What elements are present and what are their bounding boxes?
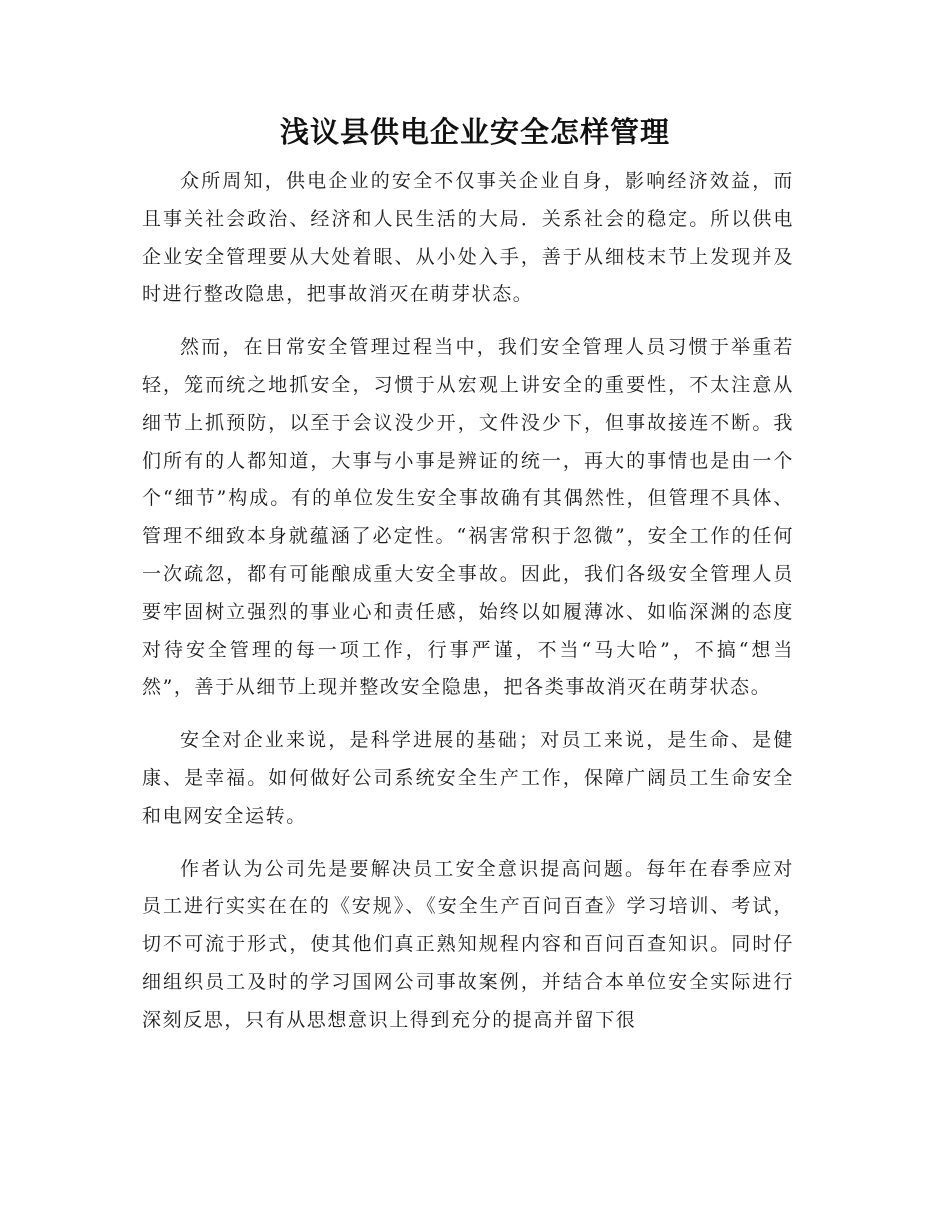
paragraph-4: 作者认为公司先是要解决员工安全意识提高问题。每年在春季应对员工进行实实在在的《安规》、《安全生产百问百查》学习培训、考试，切不可流于形式，使其他们真正熟知规程内容和百问百查知识。同时仔细组织员工及时的学习国网公司事故案例，并结合本单位安全实际进行深刻反思，只有从思想意识上得到充分的提高并留下很 (142, 857, 794, 1031)
document-body (142, 163, 794, 1055)
document-title: 浅议县供电企业安全怎样管理 (279, 115, 670, 149)
paragraph-2: 然而，在日常安全管理过程当中，我们安全管理人员习惯于举重若轻，笼而统之地抓安全，习惯于从宏观上讲安全的重要性，不太注意从细节上抓预防，以至于会议没少开，文件没少下，但事故接连不断。我们所有的人都知道，大事与小事是辨证的统一，再大的事情也是由一个个“细节”构成。有的单位发生安全事故确有其偶然性，但管理不具体、管理不细致本身就蕴涵了必定性。“祸害常积于忽微”，安全工作的任何一次疏忽，都有可能酿成重大安全事故。因此，我们各级安全管理人员要牢固树立强烈的事业心和责任感，始终以如履薄冰、如临深渊的态度对待安全管理的每一项工作，行事严谨，不当“马大哈”，不搞“想当然”，善于从细节上现并整改安全隐患，把各类事故消灭在萌芽状态。 (142, 336, 794, 699)
paragraph-3: 安全对企业来说，是科学进展的基础；对员工来说，是生命、是健康、是幸福。如何做好公司系统安全生产工作，保障广阔员工生命安全和电网安全运转。 (142, 729, 794, 827)
paragraph-1: 众所周知，供电企业的安全不仅事关企业自身，影响经济效益，而且事关社会政治、经济和人民生活的大局．关系社会的稳定。所以供电企业安全管理要从大处着眼、从小处入手，善于从细枝末节上发现并及时进行整改隐患，把事故消灭在萌芽状态。 (142, 170, 794, 306)
